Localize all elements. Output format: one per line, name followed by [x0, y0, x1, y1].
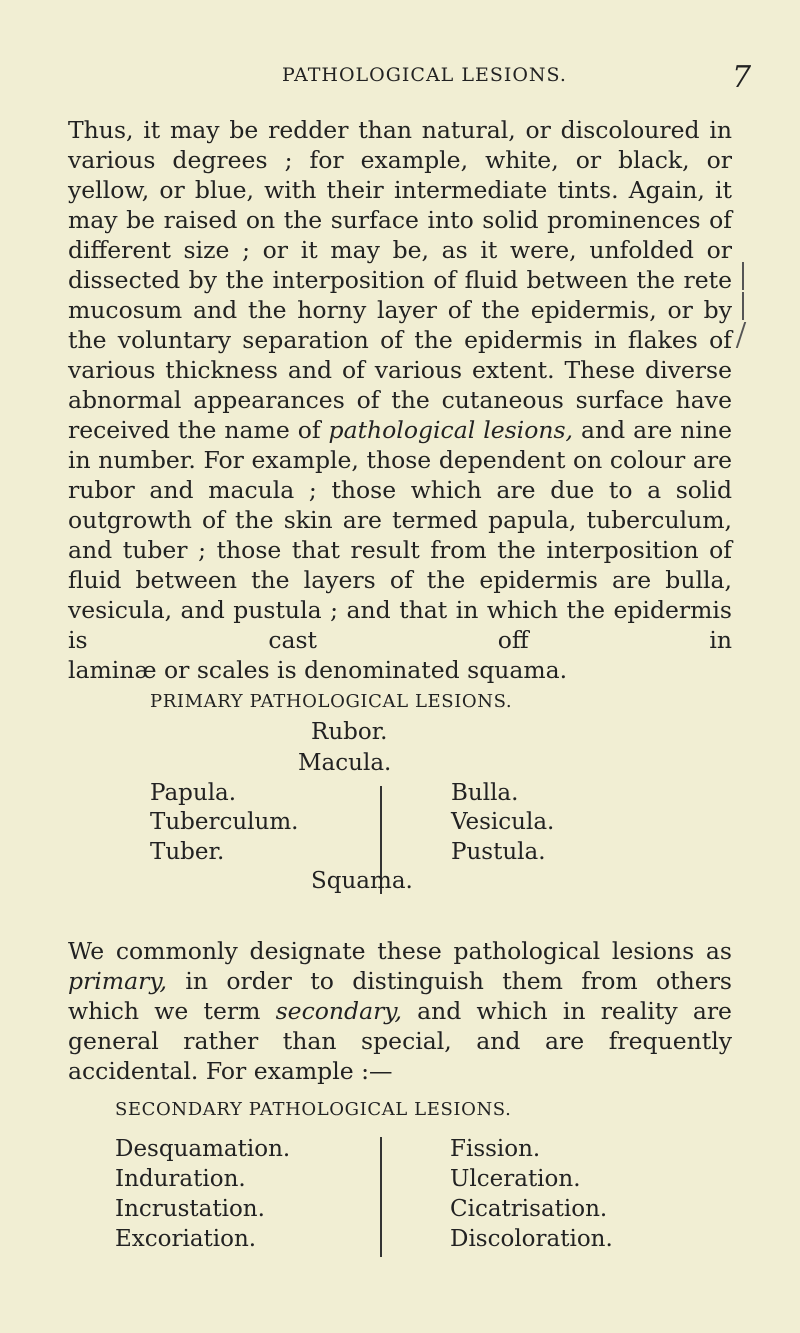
lesion-discoloration: Discoloration. — [450, 1226, 613, 1252]
lesion-cicatrisation: Cicatrisation. — [450, 1196, 608, 1222]
lesion-pustula: Pustula. — [451, 839, 546, 865]
lesion-excoriation: Excoriation. — [115, 1226, 257, 1252]
page-number: 7 — [732, 60, 752, 95]
paragraph-2-text-2: in order to distinguish them from others which we term — [68, 967, 732, 1025]
lesion-ulceration: Ulceration. — [450, 1166, 581, 1192]
secondary-lesions-heading: SECONDARY PATHOLOGICAL LESIONS. — [115, 1099, 512, 1120]
paragraph-2 — [68, 936, 732, 1086]
lesion-induration: Induration. — [115, 1166, 246, 1192]
lesion-squama: Squama. — [311, 868, 413, 894]
paragraph-2-last-line: accidental. For example :— — [68, 1057, 393, 1085]
lesion-fission: Fission. — [450, 1136, 541, 1162]
lesion-macula: Macula. — [298, 750, 392, 776]
paragraph-2-text-1: We commonly designate these pathological lesions as — [68, 937, 732, 965]
margin-mark — [736, 322, 746, 348]
paragraph-1 — [68, 115, 732, 685]
lesion-papula: Papula. — [150, 780, 237, 806]
margin-mark — [742, 292, 744, 320]
paragraph-1-body: Thus, it may be redder than natural, or discoloured in various degrees ; for example, white, or black, or yellow, or blue, with their intermediate tints. Again, it may be raised on the surface into solid prominences of different size ; or it may be, as it were, unfolded or dissected by the interposition of fluid between the rete mucosum and the horny layer of the epidermis, or by the voluntary separation of the epidermis in flakes of various thickness and of various extent. These diverse abnormal appearances of the cutaneous surface have received the name of — [68, 116, 732, 444]
primary-term: primary, — [68, 967, 167, 995]
lesion-tuber: Tuber. — [150, 839, 225, 865]
paragraph-1-continuation: and are nine in number. For example, those dependent on colour are rubor and macula ; those which are due to a solid outgrowth of the skin are termed papula, tuberculum, and tuber ; those that result from the interposition of fluid between the layers of the epidermis are bulla, vesicula, and pustula ; and that in which the epidermis is cast off in — [68, 416, 732, 654]
pathological-lesions-term: pathological lesions, — [328, 416, 574, 444]
lesion-tuberculum: Tuberculum. — [150, 809, 299, 835]
lesion-vesicula: Vesicula. — [451, 809, 555, 835]
paragraph-1-last-line: laminæ or scales is denominated squama. — [68, 656, 568, 684]
running-head: PATHOLOGICAL LESIONS. — [282, 64, 567, 86]
lesion-rubor: Rubor. — [311, 719, 388, 745]
lesion-desquamation: Desquamation. — [115, 1136, 291, 1162]
margin-mark — [742, 262, 744, 290]
secondary-column-divider — [380, 1137, 382, 1257]
primary-lesions-heading: PRIMARY PATHOLOGICAL LESIONS. — [150, 691, 513, 712]
lesion-bulla: Bulla. — [451, 780, 519, 806]
secondary-term: secondary, — [275, 997, 402, 1025]
paragraph-2-text-3: and which in reality are general rather than special, and are frequently — [68, 997, 732, 1055]
lesion-incrustation: Incrustation. — [115, 1196, 265, 1222]
